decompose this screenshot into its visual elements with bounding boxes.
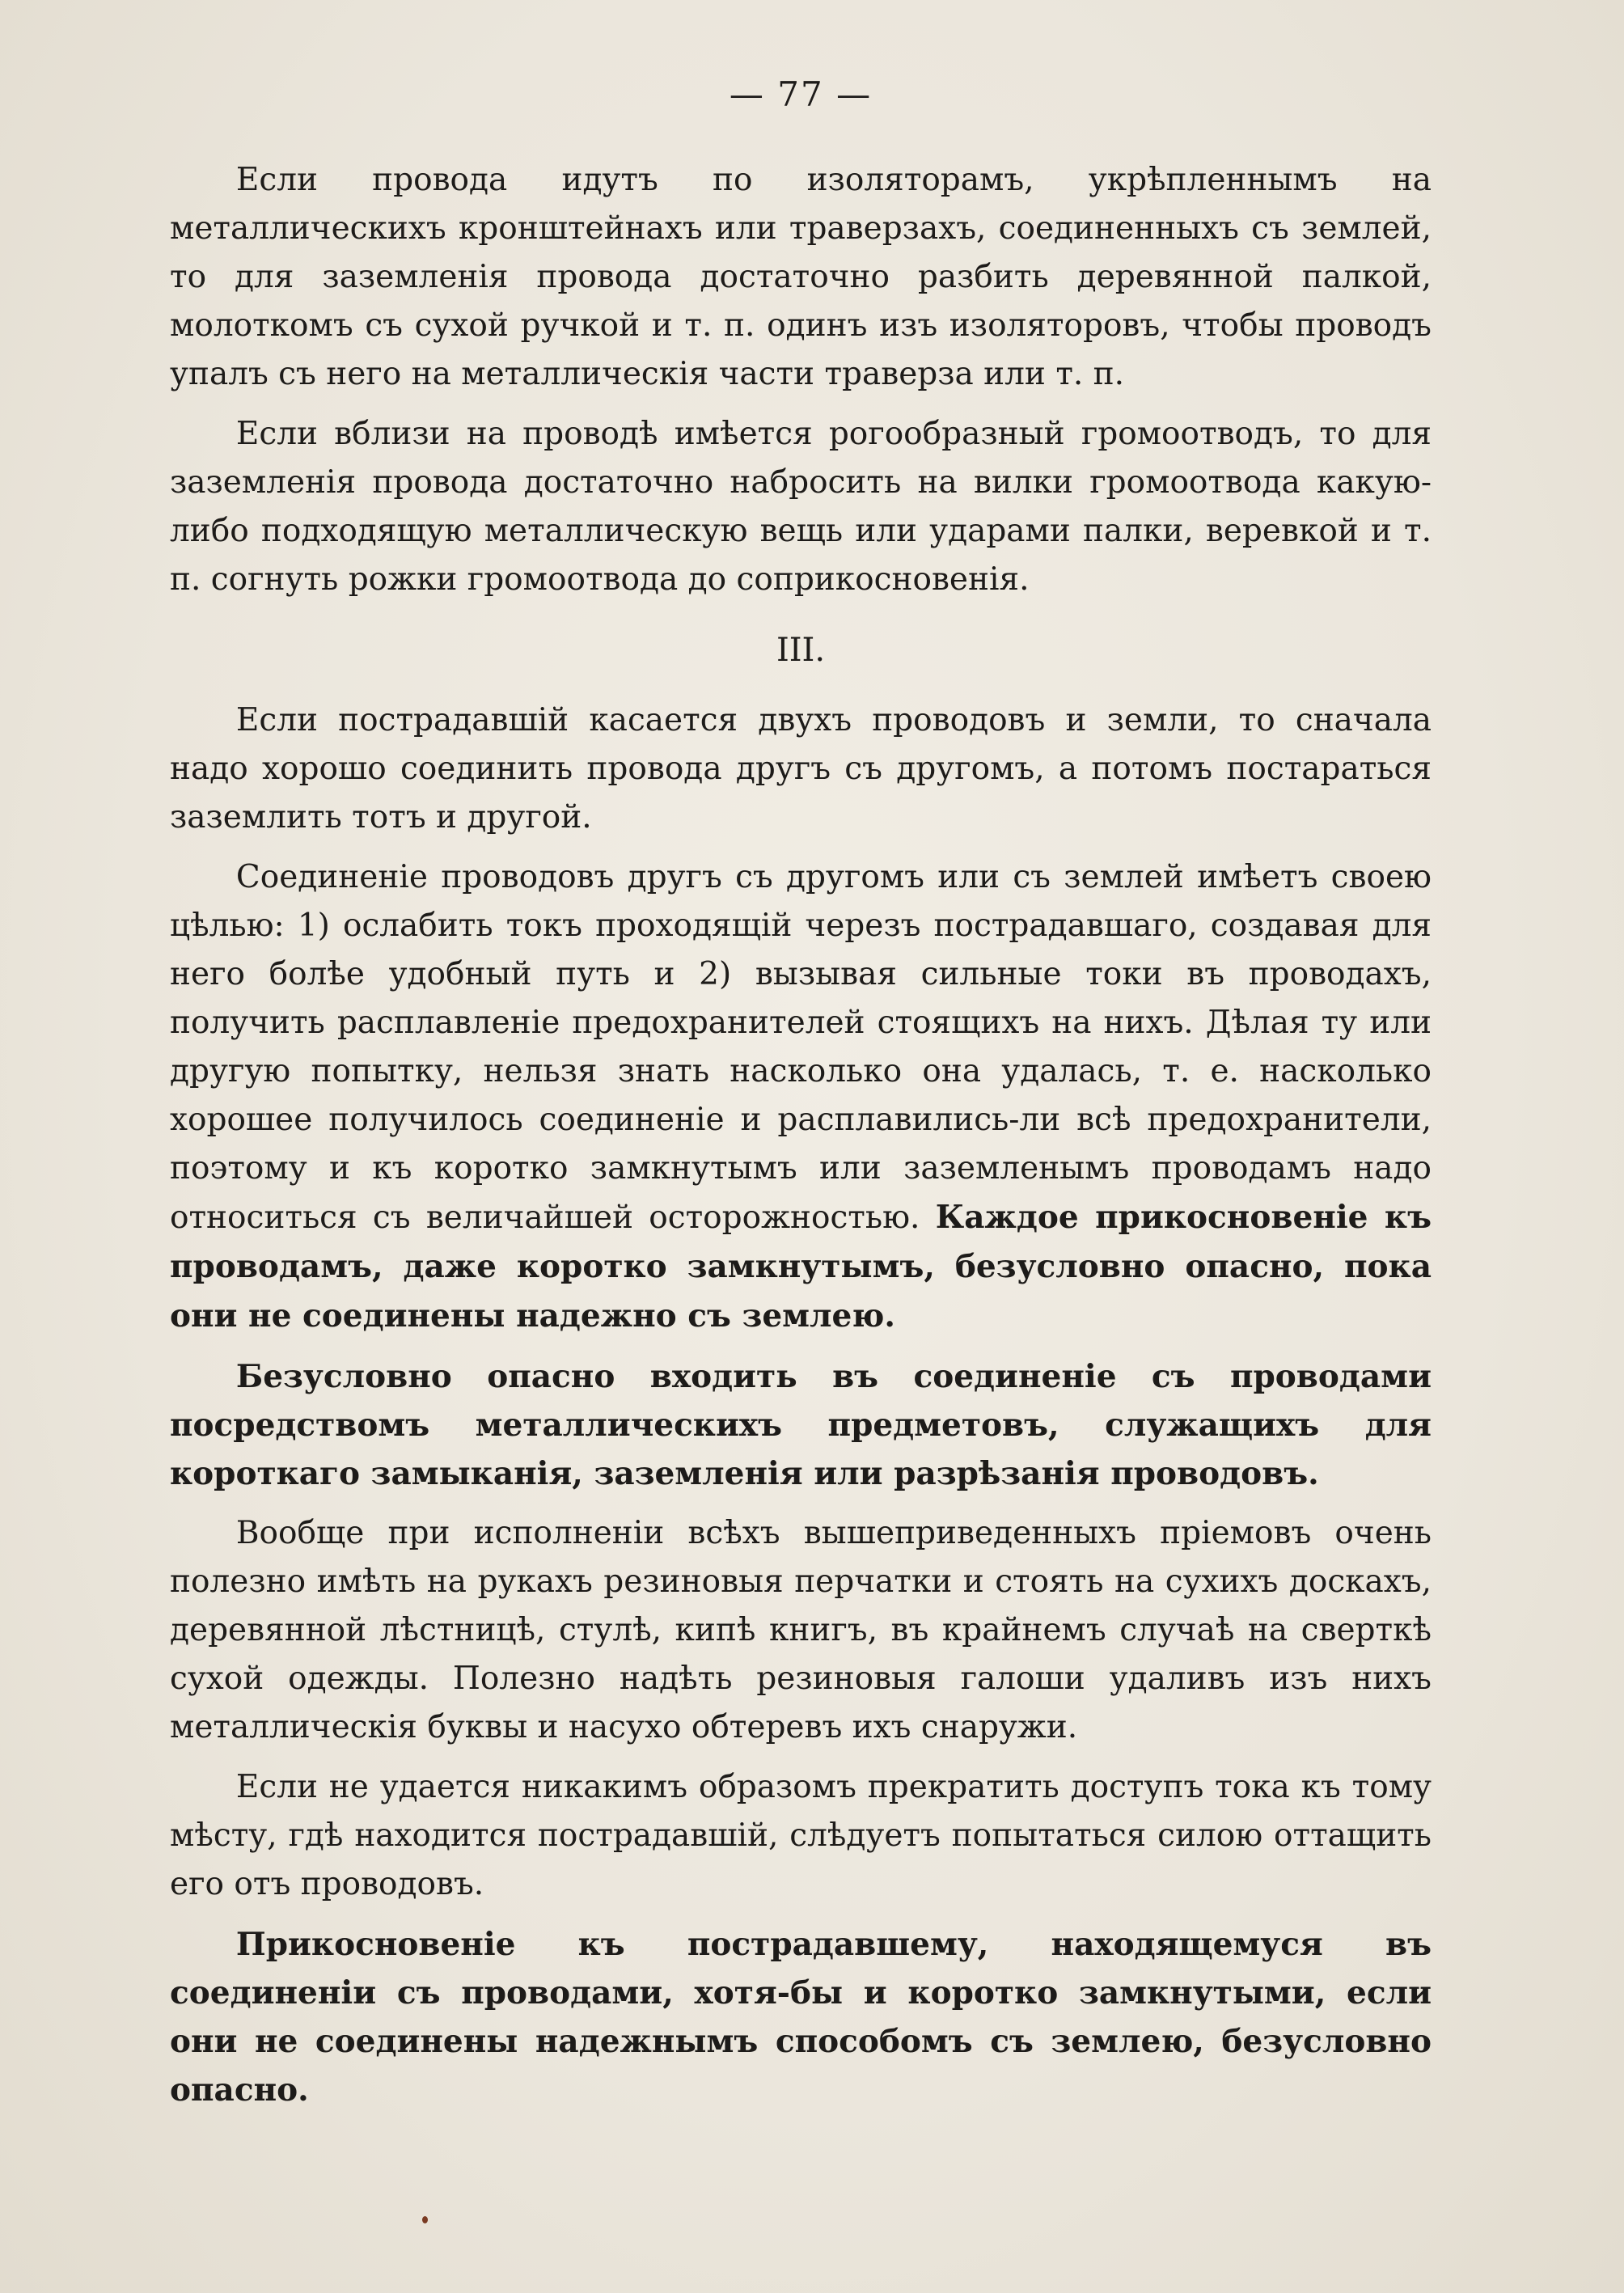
paragraph-connecting-wires-warning: Каждое прикосновеніе къ проводамъ, даже коротко замкнутымъ, безусловно опасно, пока они не соединены надежно съ землею. (170, 1199, 1432, 1335)
page-number: — 77 — (729, 74, 873, 114)
paragraph-pull-victim: Если не удается никакимъ образомъ прекратить доступъ тока къ тому мѣсту, гдѣ находится пострадавшій, слѣдуетъ попытаться силою оттащить его отъ проводовъ. (170, 1769, 1432, 1902)
paragraph-connecting-wires-text: Соединеніе проводовъ другъ съ другомъ или съ землей имѣетъ своею цѣлью: 1) ослабить токъ проходящій черезъ пострадавшаго, создавая для него болѣе удобный путь и 2) вызывая сильные токи въ проводахъ, получить расплавленіе предохранителей стоящихъ на нихъ. Дѣлая ту или другую попытку, нельзя знать насколько она удалась, т. е. насколько хорошее получилось соединеніе и расплавились-ли всѣ предохранители, поэтому и къ коротко замкнутымъ или заземленымъ проводамъ надо относиться съ величайшей осторожностью. (170, 859, 1432, 1236)
warning-touching-victim: Прикосновеніе къ пострадавшему, находящемуся въ соединеніи съ проводами, хотя-бы и коротко замкнутыми, если они не соединены надежнымъ способомъ съ землею, безусловно опасно. (170, 1926, 1432, 2109)
paragraph-lightning-arrester: Если вблизи на проводѣ имѣется рогообразный громоотводъ, то для заземленія провода достаточно набросить на вилки громоотвода какую-либо подходящую металлическую вещь или ударами палки, веревкой и т. п. согнуть рожки громоотвода до соприкосновенія. (170, 416, 1432, 598)
paragraph-rubber-gloves: Вообще при исполненіи всѣхъ вышеприведенныхъ пріемовъ очень полезно имѣть на рукахъ резиновыя перчатки и стоять на сухихъ доскахъ, деревянной лѣстницѣ, стулѣ, кипѣ книгъ, въ крайнемъ случаѣ на сверткѣ сухой одежды. Полезно надѣть резиновыя галоши удаливъ изъ нихъ металлическія буквы и насухо обтеревъ ихъ снаружи. (170, 1515, 1432, 1745)
section-heading: III. (776, 632, 826, 669)
paragraph-two-wires: Если пострадавшій касается двухъ проводовъ и земли, то сначала надо хорошо соединить провода другъ съ другомъ, а потомъ постараться заземлить тотъ и другой. (170, 702, 1432, 836)
warning-metal-objects: Безусловно опасно входить въ соединеніе съ проводами посредствомъ металлическихъ предметовъ, служащихъ для короткаго замыканія, заземленія или разрѣзанія проводовъ. (170, 1358, 1432, 1492)
ink-dot (422, 2216, 428, 2223)
paragraph-connecting-wires (170, 853, 1432, 1341)
paragraph-insulators: Если провода идутъ по изоляторамъ, укрѣпленнымъ на металлическихъ кронштейнахъ или траверзахъ, соединенныхъ съ землей, то для заземленія провода достаточно разбить деревянной палкой, молоткомъ съ сухой ручкой и т. п. одинъ изъ изоляторовъ, чтобы проводъ упалъ съ него на металлическія части траверза или т. п. (170, 162, 1432, 392)
